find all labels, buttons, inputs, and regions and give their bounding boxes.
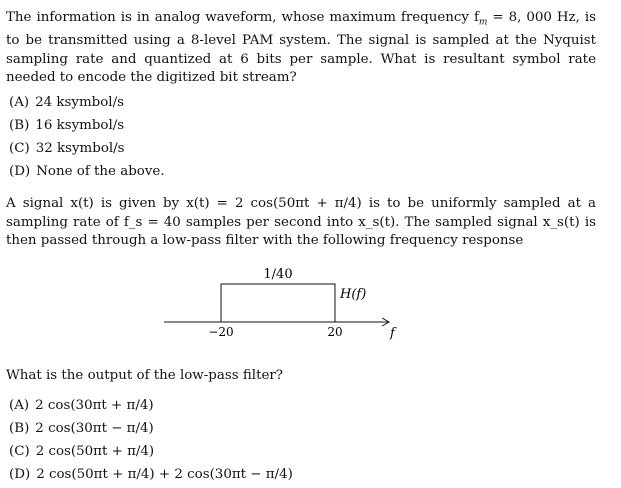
question1-stem-subscript: m bbox=[478, 17, 488, 28]
option-text: 32 ksymbol/s bbox=[35, 141, 125, 156]
option-text: 2 cos(50πt + π/4) + 2 cos(30πt − π/4) bbox=[36, 467, 293, 482]
question1-stem-part1: The information is in analog waveform, whose maximum frequency f bbox=[6, 10, 479, 25]
axis-label-f: f bbox=[390, 326, 395, 341]
option-text: 2 cos(50πt + π/4) bbox=[35, 444, 155, 459]
question2-option-b[interactable] bbox=[9, 420, 154, 438]
filter-response-diagram bbox=[160, 263, 400, 343]
option-label: (D) bbox=[9, 164, 31, 179]
question1-option-d[interactable] bbox=[9, 163, 165, 181]
filter-height-label: 1/40 bbox=[263, 267, 293, 282]
option-label: (B) bbox=[9, 421, 30, 436]
right-cutoff-tick: 20 bbox=[327, 325, 343, 339]
question1-stem bbox=[6, 9, 596, 88]
option-label: (C) bbox=[9, 141, 30, 156]
question1-stem-part2: = 8, 000 Hz, is to be bbox=[6, 10, 596, 49]
filter-response-label: H(f) bbox=[340, 287, 367, 302]
option-label: (B) bbox=[9, 118, 30, 133]
question2-option-c[interactable] bbox=[9, 443, 154, 461]
option-text: 24 ksymbol/s bbox=[35, 95, 124, 110]
question1-option-b[interactable] bbox=[9, 117, 124, 135]
option-label: (D) bbox=[9, 467, 31, 482]
option-label: (A) bbox=[9, 95, 30, 110]
left-cutoff-tick: −20 bbox=[208, 325, 234, 339]
option-text: 2 cos(30πt − π/4) bbox=[35, 421, 154, 436]
question2-option-a[interactable] bbox=[9, 397, 154, 415]
option-label: (C) bbox=[9, 444, 30, 459]
question1-option-c[interactable] bbox=[9, 140, 125, 158]
option-text: None of the above. bbox=[36, 164, 165, 179]
filter-passband-rect bbox=[221, 284, 335, 322]
option-text: 2 cos(30πt + π/4) bbox=[35, 398, 154, 413]
question1-option-a[interactable] bbox=[9, 94, 124, 112]
option-label: (A) bbox=[9, 398, 30, 413]
question2-stem: A signal x(t) is given by x(t) = 2 cos(50πt + π/4) is to be uniformly sampled at a sampling rate of f_s = 40 samples per second into x_s(t). The sampled signal x_s(t) is then passed through a low-pass filter with the following frequency response bbox=[6, 196, 596, 248]
question1-stem-rest: transmitted using a 8-level PAM system. The signal is sampled at the Nyquist sampling rate and quantized at 6 bits per sample. What is resultant symbol rate needed to encode the digitized bit stream? bbox=[6, 33, 596, 86]
question2-followup: What is the output of the low-pass filter? bbox=[6, 368, 283, 383]
question2-option-d[interactable] bbox=[9, 466, 293, 484]
option-text: 16 ksymbol/s bbox=[35, 118, 125, 133]
